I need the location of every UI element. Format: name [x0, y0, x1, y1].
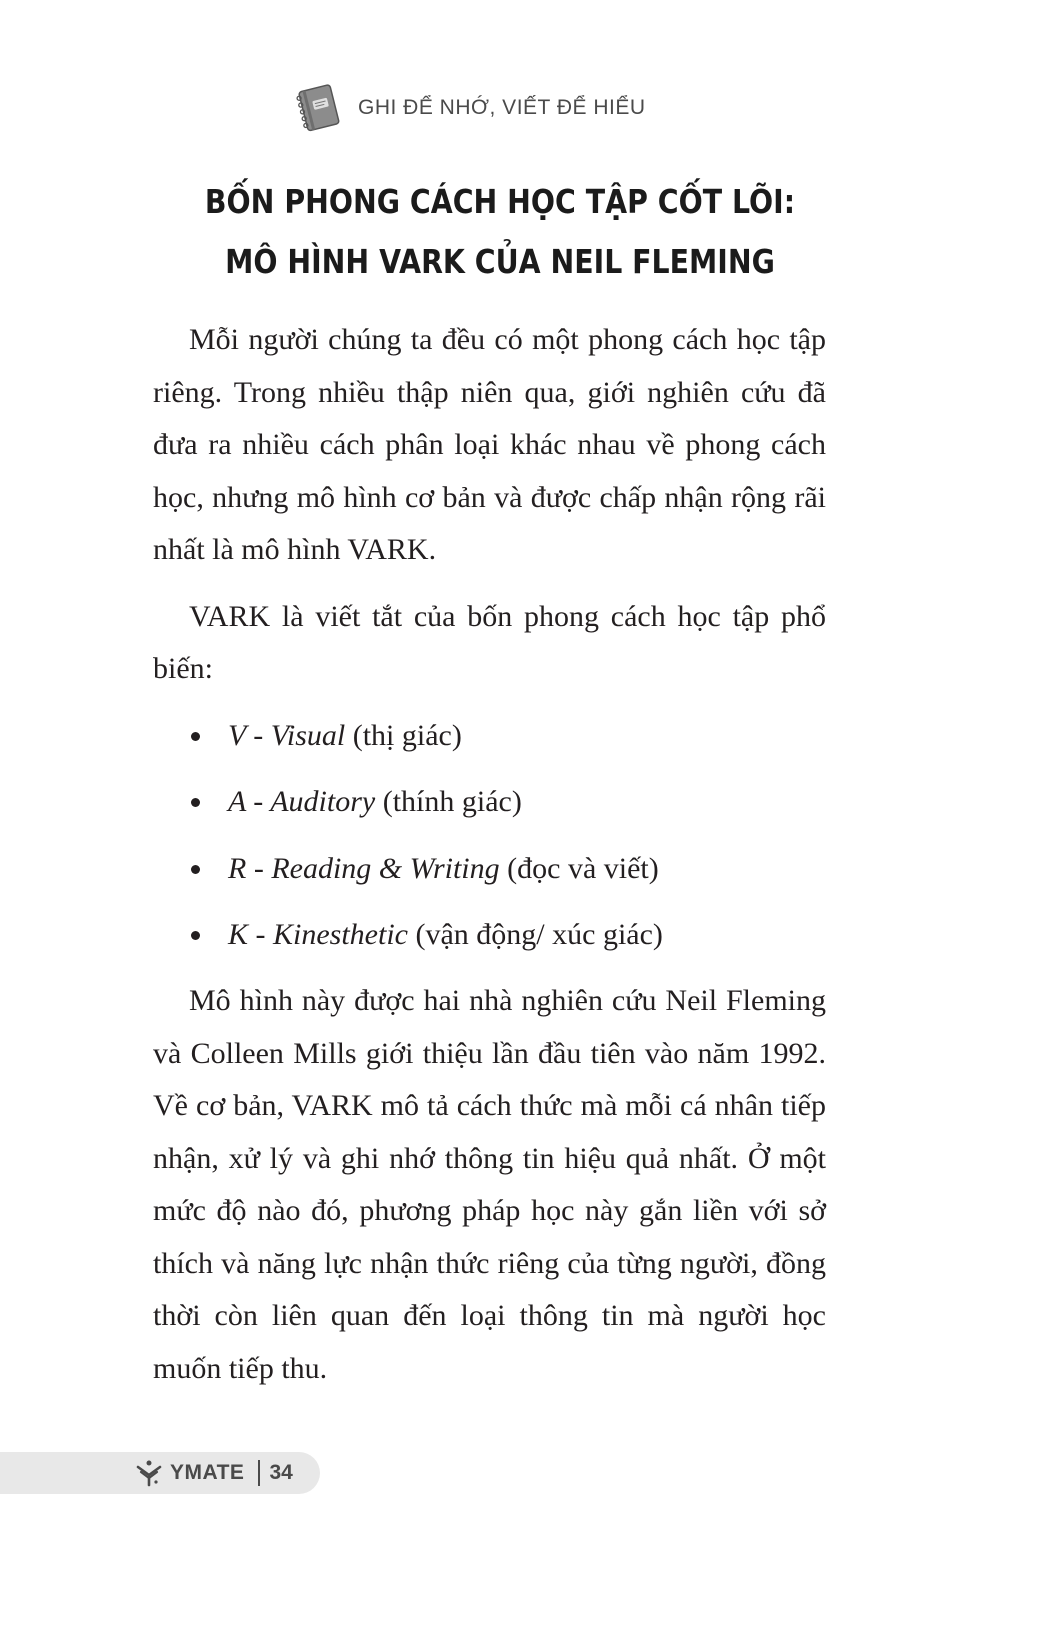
bullet-icon	[191, 865, 200, 874]
chapter-title-line-2: MÔ HÌNH VARK CỦA NEIL FLEMING	[225, 242, 775, 281]
list-item-term: K - Kinesthetic	[228, 918, 408, 951]
chapter-title-line-1: BỐN PHONG CÁCH HỌC TẬP CỐT LÕI:	[204, 182, 796, 221]
list-item-term: V - Visual	[228, 718, 346, 752]
bullet-icon	[191, 798, 200, 807]
list-item-desc: (thính giác)	[382, 785, 522, 818]
bullet-icon	[191, 931, 200, 940]
paragraph-vark-definition: VARK là viết tắt của bốn phong cách học tập phổ biến:	[153, 599, 826, 685]
page-footer	[0, 1452, 320, 1494]
list-item	[153, 843, 826, 895]
list-item-desc: (đọc và viết)	[507, 851, 659, 885]
list-item	[153, 909, 826, 961]
notebook-icon	[290, 80, 346, 136]
list-item-desc: (thị giác)	[352, 718, 462, 752]
bullet-icon	[191, 732, 200, 741]
list-item	[153, 710, 826, 762]
list-item-term: A - Auditory	[228, 785, 376, 818]
page-number: 34	[269, 1461, 293, 1484]
list-item	[153, 776, 826, 828]
brand-name: YMATE	[170, 1461, 245, 1484]
running-header	[290, 78, 646, 138]
list-item-term: R - Reading & Writing	[228, 851, 500, 885]
paragraph-intro: Mỗi người chúng ta đều có một phong cách học tập riêng. Trong nhiều thập niên qua, giới nghiên cứu đã đưa ra nhiều cách phân loại khác nhau về phong cách học, nhưng mô hình cơ bản và được chấp nhận rộng rãi nhất là mô hình VARK.	[153, 323, 826, 566]
ymate-logo-icon	[134, 1458, 164, 1488]
vark-list	[153, 710, 826, 962]
running-title: GHI ĐỂ NHỚ, VIẾT ĐỂ HIỂU	[358, 96, 646, 119]
body-text	[153, 314, 826, 1395]
footer-divider	[258, 1460, 260, 1486]
list-item-desc: (vận động/ xúc giác)	[415, 918, 663, 951]
paragraph-history: Mô hình này được hai nhà nghiên cứu Neil Fleming và Colleen Mills giới thiệu lần đầu tiên vào năm 1992. Về cơ bản, VARK mô tả cách thức mà mỗi cá nhân tiếp nhận, xử lý và ghi nhớ thông tin hiệu quả nhất. Ở một mức độ nào đó, phương pháp học này gắn liền với sở thích và năng lực nhận thức riêng của từng người, đồng thời còn liên quan đến loại thông tin mà người học muốn tiếp thu.	[153, 984, 826, 1385]
chapter-title	[70, 172, 930, 292]
